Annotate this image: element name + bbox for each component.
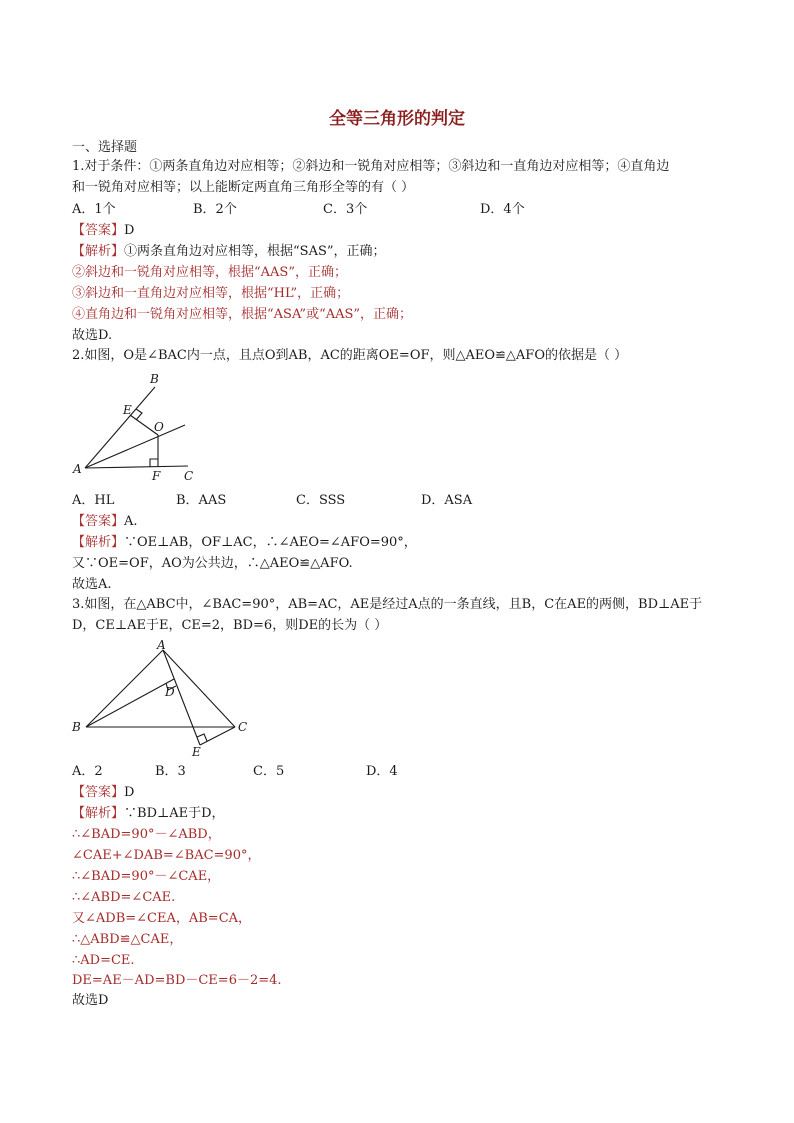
q3-analysis-line5: ∴∠ABD=∠CAE. bbox=[72, 890, 176, 905]
segment-ce bbox=[200, 727, 235, 745]
q3-option-b: B．3 bbox=[155, 764, 186, 779]
q2-option-c: C．SSS bbox=[296, 493, 346, 508]
label-a: A bbox=[73, 462, 82, 476]
q3-analysis-line7: ∴△ABD≌△CAE， bbox=[72, 932, 183, 947]
q1-option-d: D．4个 bbox=[480, 202, 525, 217]
q1-analysis-line4: ④直角边和一锐角对应相等，根据“ASA”或“AAS”，正确； bbox=[72, 307, 413, 322]
q2-conclusion: 故选A. bbox=[72, 577, 112, 592]
q2-answer bbox=[72, 512, 138, 532]
q1-stem-line2: 和一锐角对应相等；以上能断定两直角三角形全等的有（ ） bbox=[72, 180, 415, 195]
side-ac bbox=[163, 650, 235, 727]
label-c: C bbox=[184, 469, 194, 483]
right-angle-d bbox=[166, 683, 176, 690]
side-ab bbox=[86, 650, 163, 727]
analysis-tag: 【解析】 bbox=[72, 244, 125, 259]
answer-value: D bbox=[124, 785, 135, 800]
q3-analysis-line4: ∴∠BAD=90°－∠CAE， bbox=[72, 869, 221, 884]
q1-stem-line1: 1.对于条件：①两条直角边对应相等；②斜边和一锐角对应相等；③斜边和一直角边对应相等；④直角边 bbox=[72, 159, 670, 174]
label-e: E bbox=[123, 403, 132, 417]
analysis-tag: 【解析】 bbox=[72, 806, 125, 821]
line-ae bbox=[163, 650, 200, 745]
q3-analysis-line9: DE=AE－AD=BD－CE=6－2=4. bbox=[72, 973, 282, 988]
q2-option-d: D．ASA bbox=[421, 493, 473, 508]
answer-tag: 【答案】 bbox=[72, 514, 125, 529]
q3-analysis-line1 bbox=[72, 804, 225, 824]
q2-analysis-line2: 又∵OE=OF，AO为公共边，∴△AEO≌△AFO. bbox=[72, 556, 353, 571]
label-b: B bbox=[150, 372, 159, 386]
q3-stem-line1: 3.如图，在△ABC中，∠BAC=90°，AB=AC，AE是经过A点的一条直线，且B，C在AE的两侧，BD⊥AE于 bbox=[72, 597, 703, 612]
q3-answer bbox=[72, 783, 134, 803]
q2-stem: 2.如图，O是∠BAC内一点，且点O到AB，AC的距离OE=OF，则△AEO≌△AFO的依据是（ ） bbox=[72, 348, 628, 363]
q3-stem-line2: D，CE⊥AE于E，CE=2，BD=6，则DE的长为（ ） bbox=[72, 618, 388, 633]
q1-option-b: B．2个 bbox=[193, 202, 237, 217]
q1-option-a: A．1个 bbox=[72, 202, 116, 217]
label-o: O bbox=[154, 420, 164, 434]
right-angle-e bbox=[136, 409, 142, 420]
label-d: D bbox=[165, 685, 175, 699]
answer-tag: 【答案】 bbox=[72, 785, 125, 800]
q1-analysis-line2: ②斜边和一锐角对应相等，根据“AAS”，正确； bbox=[72, 265, 347, 280]
q3-analysis-line2: ∴∠BAD=90°－∠ABD， bbox=[72, 827, 221, 842]
ray-ac bbox=[85, 466, 188, 468]
analysis-text: ∵BD⊥AE于D， bbox=[124, 806, 225, 821]
analysis-text: ①两条直角边对应相等，根据“SAS”，正确； bbox=[124, 244, 386, 259]
ray-ao bbox=[85, 425, 185, 468]
answer-value: A. bbox=[124, 514, 138, 529]
segment-bd bbox=[86, 679, 174, 727]
label-a: A bbox=[157, 638, 166, 652]
right-angle-f bbox=[150, 459, 158, 467]
q1-answer bbox=[72, 221, 134, 241]
q3-option-a: A．2 bbox=[72, 764, 103, 779]
segment-oe bbox=[130, 415, 158, 435]
label-c: C bbox=[238, 720, 248, 734]
q2-option-b: B．AAS bbox=[176, 493, 227, 508]
label-f: F bbox=[152, 469, 161, 483]
q2-option-a: A．HL bbox=[72, 493, 115, 508]
q3-conclusion: 故选D bbox=[72, 993, 109, 1008]
q1-conclusion: 故选D. bbox=[72, 328, 113, 343]
q3-analysis-line8: ∴AD=CE. bbox=[72, 953, 135, 968]
q3-analysis-line3: ∠CAE+∠DAB=∠BAC=90°， bbox=[72, 848, 261, 863]
label-e: E bbox=[192, 745, 201, 759]
analysis-text: ∵OE⊥AB，OF⊥AC，∴∠AEO=∠AFO=90°， bbox=[124, 535, 417, 550]
q3-option-d: D．4 bbox=[366, 764, 398, 779]
q2-analysis-line1 bbox=[72, 533, 417, 553]
q1-analysis-line3: ③斜边和一直角边对应相等，根据“HL”，正确； bbox=[72, 286, 350, 301]
q1-analysis-line1 bbox=[72, 242, 386, 262]
q1-option-c: C．3个 bbox=[323, 202, 368, 217]
section-heading: 一、选择题 bbox=[72, 140, 138, 155]
analysis-tag: 【解析】 bbox=[72, 535, 125, 550]
page-title: 全等三角形的判定 bbox=[329, 109, 465, 129]
label-b: B bbox=[72, 720, 81, 734]
q3-analysis-line6: 又∠ADB=∠CEA，AB=CA， bbox=[72, 911, 252, 926]
answer-tag: 【答案】 bbox=[72, 223, 125, 238]
ray-ab bbox=[85, 387, 155, 468]
answer-value: D bbox=[124, 223, 135, 238]
q3-option-c: C．5 bbox=[253, 764, 285, 779]
right-angle-e bbox=[197, 734, 207, 741]
